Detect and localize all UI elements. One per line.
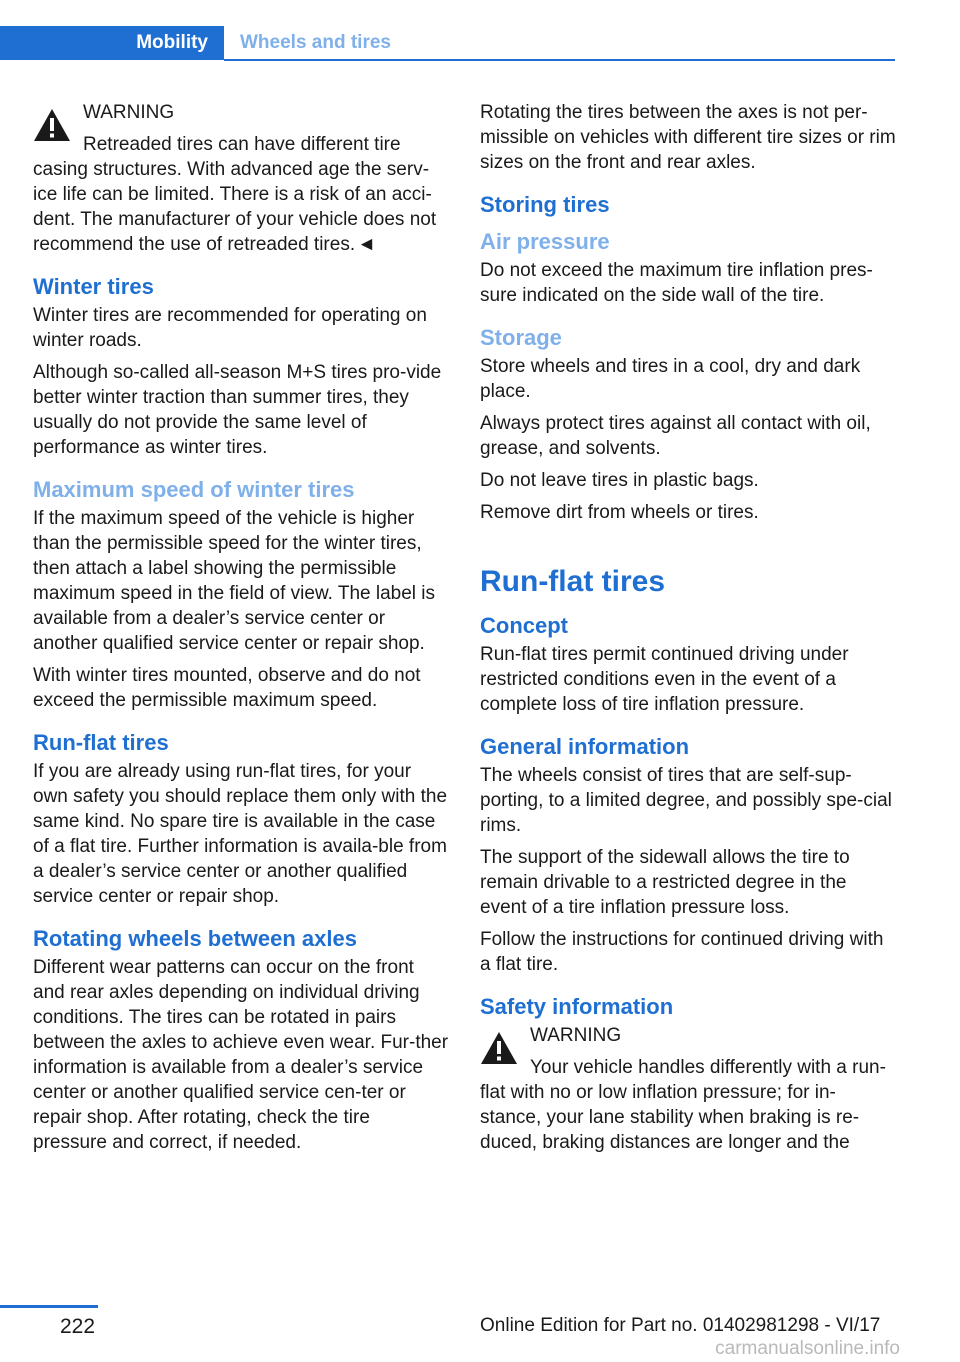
warning-text: Your vehicle handles differently with a run-flat with no or low inflation pressure; for in‐stance, your lane stability when braking is re‐duced, braking distances are longer and the <box>480 1057 886 1153</box>
paragraph: Always protect tires against all contact with oil, grease, and solvents. <box>480 413 871 459</box>
heading-run-flat-tires: Run-flat tires <box>33 730 169 755</box>
warning-label: WARNING <box>530 1025 622 1046</box>
paragraph: The wheels consist of tires that are self-sup‐porting, to a limited degree, and possibly spe‐cial rims. <box>480 765 892 836</box>
right-column <box>480 100 896 1162</box>
page-number: 222 <box>60 1315 96 1338</box>
left-column <box>33 100 449 1162</box>
header-rule <box>224 59 895 61</box>
heading-safety-information: Safety information <box>480 994 674 1019</box>
edition-info: Online Edition for Part no. 01402981298 - VI/17 <box>480 1315 881 1336</box>
paragraph: Although so-called all-season M+S tires pro‐vide better winter traction than summer tires, they usually do not provide the same level of performance as winter tires. <box>33 362 442 458</box>
warning-text: Retreaded tires can have different tire casing structures. With advanced age the serv‐ice life can be limited. There is a risk of an acci‐dent. The manufacturer of your vehicle does not recommend the use of retreaded tires. ◄ <box>33 134 437 255</box>
paragraph: Rotating the tires between the axes is not per‐missible on vehicles with different tire sizes or rim sizes on the front and rear axles. <box>480 102 896 173</box>
heading-storage: Storage <box>480 325 562 350</box>
heading-rotating-wheels: Rotating wheels between axles <box>33 926 357 951</box>
paragraph: Winter tires are recommended for operating on winter roads. <box>33 305 427 351</box>
paragraph: Do not leave tires in plastic bags. <box>480 470 759 491</box>
paragraph: If you are already using run-flat tires, for your own safety you should replace them only with the same kind. No spare tire is available in the case of a flat tire. Further information is availa‐ble from a dealer’s service center or another qualified service center or repair shop. <box>33 761 448 907</box>
header-bar <box>0 26 895 62</box>
heading-general-information: General information <box>480 734 690 759</box>
paragraph: The support of the sidewall allows the tire to remain drivable to a restricted degree in the event of a tire inflation pressure loss. <box>480 847 850 918</box>
tab-wheels-and-tires[interactable]: Wheels and tires <box>240 32 391 53</box>
heading-air-pressure: Air pressure <box>480 229 610 254</box>
footer-rule <box>0 1305 98 1308</box>
paragraph: Follow the instructions for continued driving with a flat tire. <box>480 929 884 975</box>
heading-storing-tires: Storing tires <box>480 192 610 217</box>
paragraph: Store wheels and tires in a cool, dry and dark place. <box>480 356 861 402</box>
warning-retreaded <box>33 100 449 257</box>
paragraph: If the maximum speed of the vehicle is higher than the permissible speed for the winter tires, then attach a label showing the permissible maximum speed in the field of view. The label is available from a dealer’s service center or another qualified service center or repair shop. <box>33 508 436 654</box>
warning-run-flat <box>480 1023 896 1155</box>
warning-label: WARNING <box>83 102 175 123</box>
heading-run-flat-main: Run-flat tires <box>480 565 666 598</box>
warning-triangle-icon <box>33 108 71 142</box>
heading-max-speed: Maximum speed of winter tires <box>33 477 355 502</box>
paragraph: Different wear patterns can occur on the front and rear axles depending on individual driving conditions. The tires can be rotated in pairs between the axles to achieve even wear. Fur‐ther information is available from a dealer’s service center or another qualified service cen‐ter or repair shop. After rotating, check the tire pressure and correct, if needed. <box>33 957 449 1153</box>
watermark: carmanualsonline.info <box>715 1338 900 1359</box>
heading-winter-tires: Winter tires <box>33 274 154 299</box>
paragraph: Do not exceed the maximum tire inflation pres‐sure indicated on the side wall of the tire. <box>480 260 873 306</box>
paragraph: Run-flat tires permit continued driving under restricted conditions even in the event of a complete loss of tire inflation pressure. <box>480 644 849 715</box>
paragraph: With winter tires mounted, observe and do not exceed the permissible maximum speed. <box>33 665 421 711</box>
tab-mobility[interactable]: Mobility <box>0 26 224 60</box>
heading-concept: Concept <box>480 613 568 638</box>
end-mark: ◄ <box>357 234 376 255</box>
warning-triangle-icon <box>480 1031 518 1065</box>
paragraph: Remove dirt from wheels or tires. <box>480 502 759 523</box>
